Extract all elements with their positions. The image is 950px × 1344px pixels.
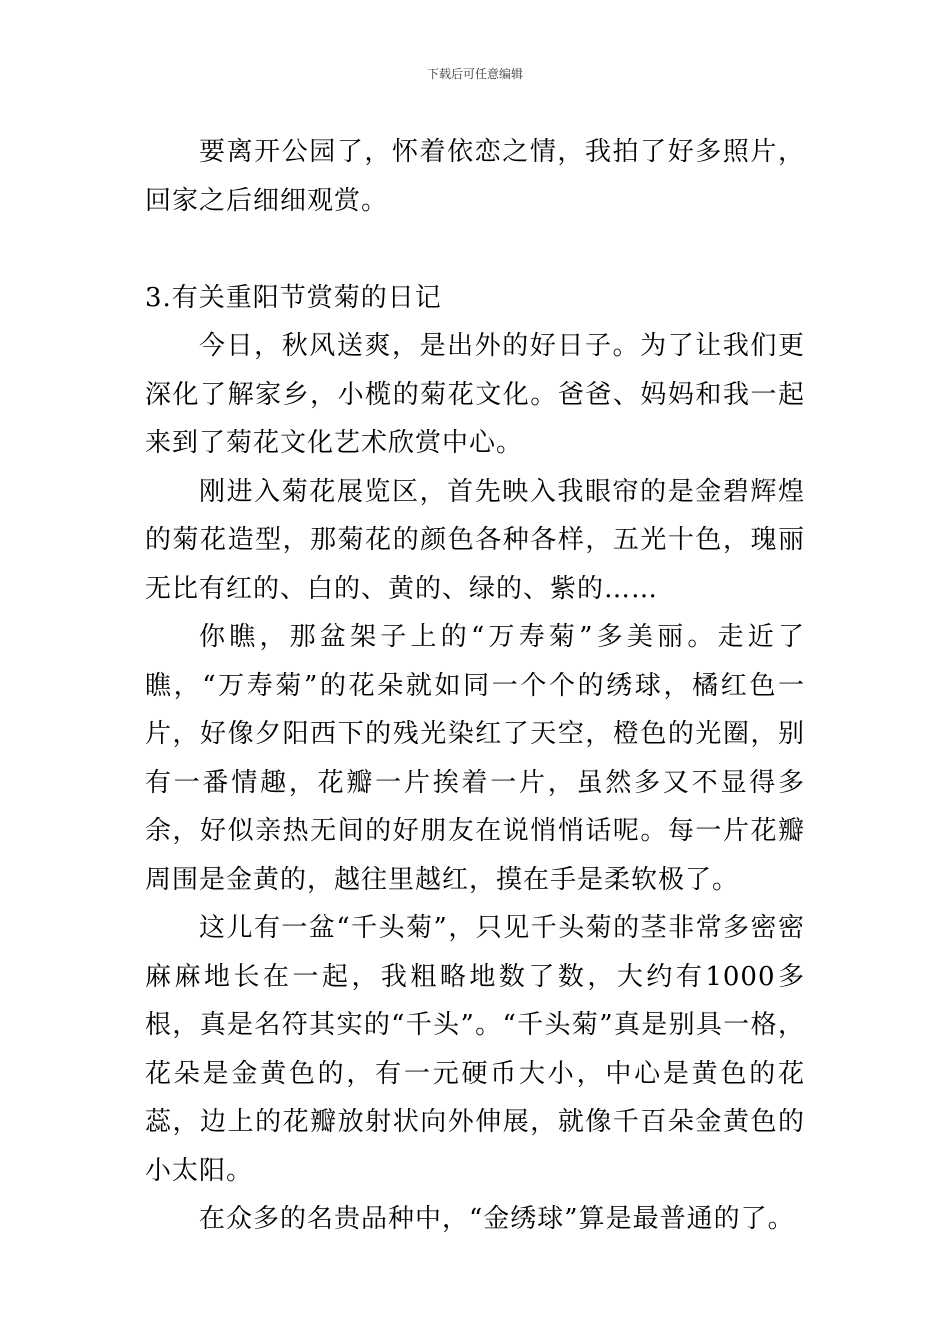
paragraph-marigold: 你瞧，那盆架子上的“万寿菊”多美丽。走近了瞧，“万寿菊”的花朵就如同一个个的绣球，橘红色一片，好像夕阳西下的残光染红了天空，橙色的光圈，别有一番情趣，花瓣一片挨着一片，虽然多又不显得多余，好似亲热无间的好朋友在说悄悄话呢。每一片花瓣周围是金黄的，越往里越红，摸在手是柔软极了。 [145,622,805,895]
paragraph-thousand-head: 这儿有一盆“千头菊”，只见千头菊的茎非常多密密麻麻地长在一起，我粗略地数了数，大约有1000多根，真是名符其实的“千头”。“千头菊”真是别具一格，花朵是金黄色的，有一元硬币大小，中心是黄色的花蕊，边上的花瓣放射状向外伸展，就像千百朵金黄色的小太阳。 [145,913,805,1186]
paragraph-intro: 今日，秋风送爽，是出外的好日子。为了让我们更深化了解家乡，小榄的菊花文化。爸爸、妈妈和我一起来到了菊花文化艺术欣赏中心。 [145,331,805,458]
paragraph-golden-ball: 在众多的名贵品种中，“金绣球”算是最普通的了。 [199,1204,795,1234]
section-heading: 3.有关重阳节赏菊的日记 [145,282,442,313]
paragraph-leaving-park: 要离开公园了，怀着依恋之情，我拍了好多照片，回家之后细细观赏。 [145,137,805,216]
document-body [145,128,805,1244]
blank-line [145,225,805,274]
header-note: 下载后可任意编辑 [426,67,523,81]
paragraph-exhibition: 刚进入菊花展览区，首先映入我眼帘的是金碧辉煌的菊花造型，那菊花的颜色各种各样，五光十色，瑰丽无比有红的、白的、黄的、绿的、紫的…… [145,476,805,604]
